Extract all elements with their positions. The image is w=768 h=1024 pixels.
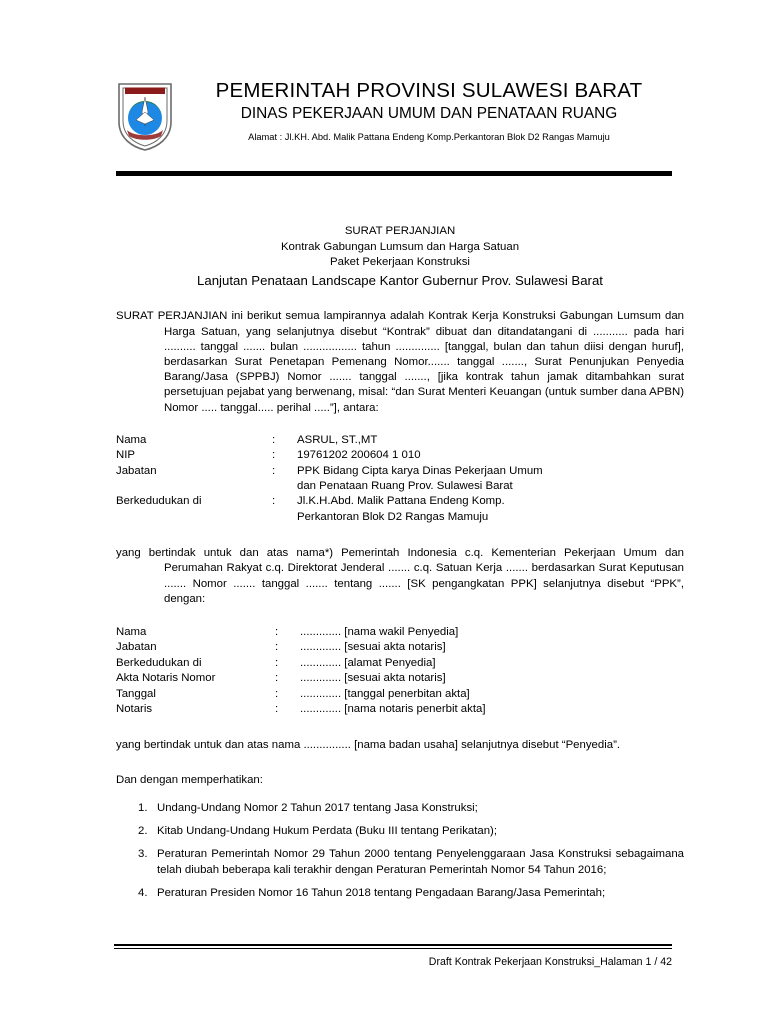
detail-label: Akta Notaris Nomor (116, 672, 216, 685)
detail-label: Berkedudukan di (116, 495, 202, 508)
detail-row (116, 687, 684, 702)
detail-row (116, 671, 684, 686)
detail-colon: : (272, 433, 276, 446)
detail-colon: : (272, 495, 276, 508)
footer-divider (114, 944, 672, 949)
considerations-list (116, 801, 684, 901)
penyedia-party-details (116, 625, 684, 717)
list-item-text: Kitab Undang-Undang Hukum Perdata (Buku III tentang Perikatan); (157, 825, 498, 838)
title-line-3: Paket Pekerjaan Konstruksi (330, 256, 470, 269)
detail-colon: : (275, 626, 279, 639)
list-item-number: 4. (138, 886, 148, 899)
detail-value: ............. [alamat Penyedia] (300, 656, 436, 669)
detail-label: Jabatan (116, 464, 157, 477)
detail-value: 19761202 200604 1 010 (297, 449, 421, 462)
detail-value: Jl.K.H.Abd. Malik Pattana Endeng Komp. (297, 495, 505, 508)
detail-colon: : (275, 703, 279, 716)
agency-address: Alamat : Jl.KH. Abd. Malik Pattana Endeng Komp.Perkantoran Blok D2 Rangas Mamuju (248, 131, 610, 142)
list-item-text: Undang-Undang Nomor 2 Tahun 2017 tentang Jasa Konstruksi; (157, 801, 478, 814)
footer-page-label: Draft Kontrak Pekerjaan Konstruksi_Halaman 1 / 42 (428, 956, 672, 968)
agency-name-line1: PEMERINTAH PROVINSI SULAWESI BARAT (215, 79, 643, 102)
detail-label: Nama (116, 433, 147, 446)
detail-label: NIP (116, 449, 135, 462)
detail-value-line2: dan Penataan Ruang Prov. Sulawesi Barat (297, 480, 513, 493)
title-line-4-project-name: Lanjutan Penataan Landscape Kantor Gubernur Prov. Sulawesi Barat (197, 272, 603, 288)
detail-value: ............. [sesuai akta notaris] (300, 672, 446, 685)
detail-row (116, 433, 684, 448)
detail-colon: : (275, 641, 279, 654)
detail-value: ............. [sesuai akta notaris] (300, 641, 446, 654)
title-line-1: SURAT PERJANJIAN (344, 225, 456, 237)
detail-label: Nama (116, 626, 147, 639)
detail-label: Notaris (116, 703, 153, 716)
list-item-text: Peraturan Pemerintah Nomor 29 Tahun 2000 tentang Penyelenggaraan Jasa Konstruksi sebagaimana telah diubah beberapa kali terakhir dengan Peraturan Pemerintah Nomor 54 Tahun 2016; (157, 848, 684, 876)
detail-colon: : (275, 687, 279, 700)
document-title-block (116, 224, 684, 288)
detail-label: Berkedudukan di (116, 656, 202, 669)
detail-row-continuation (116, 510, 684, 525)
detail-row (116, 640, 684, 655)
list-item (116, 801, 684, 816)
penyedia-paragraph: yang bertindak untuk dan atas nama ............... [nama badan usaha] selanjutnya disebut “Penyedia”. (116, 739, 621, 752)
list-item-number: 2. (138, 825, 148, 838)
list-item (116, 847, 684, 877)
detail-colon: : (275, 656, 279, 669)
detail-row (116, 702, 684, 717)
detail-row (116, 656, 684, 671)
detail-row (116, 625, 684, 640)
agency-name-line2: DINAS PEKERJAAN UMUM DAN PENATAAN RUANG (240, 105, 618, 122)
detail-row-continuation (116, 479, 684, 494)
detail-value: ............. [tanggal penerbitan akta] (300, 687, 470, 700)
opening-paragraph: SURAT PERJANJIAN ini berikut semua lampirannya adalah Kontrak Kerja Konstruksi Gabungan Lumsum dan Harga Satuan, yang selanjutnya disebut “Kontrak” dibuat dan ditandatangani di ........... pada hari .......... tanggal ....... bulan ................. tahun .............. [tanggal, bulan dan tahun diisi dengan huruf], berdasarkan Surat Penetapan Pemenang Nomor....... tanggal ......., Surat Penunjukan Penyedia Barang/Jasa (SPPBJ) Nomor ....... tanggal ......., [jika kontrak tahun jamak ditambahkan surat persetujuan pejabat yang berwenang, misal: “dan Surat Menteri Keuangan (untuk sumber dana APBN) Nomor ..... tanggal..... perihal .....”], antara: (116, 310, 684, 414)
list-item (116, 824, 684, 839)
document-body (116, 224, 684, 901)
detail-value: ............. [nama wakil Penyedia] (300, 626, 459, 639)
ppk-party-details (116, 433, 684, 525)
detail-row (116, 494, 684, 509)
detail-value-line2: Perkantoran Blok D2 Rangas Mamuju (297, 510, 489, 523)
spacer (116, 479, 297, 494)
detail-value: ............. [nama notaris penerbit akta] (300, 703, 486, 716)
list-item (116, 886, 684, 901)
detail-value: PPK Bidang Cipta karya Dinas Pekerjaan Umum (297, 464, 543, 477)
ppk-paragraph: yang bertindak untuk dan atas nama*) Pemerintah Indonesia c.q. Kementerian Pekerjaan Umum dan Perumahan Rakyat c.q. Direktorat Jenderal ....... c.q. Satuan Kerja ....... berdasarkan Surat Keputusan ....... Nomor ....... tanggal ....... tentang ....... [SK pengangkatan PPK] selanjutnya disebut “PPK”, dengan: (116, 547, 684, 605)
header-divider (116, 171, 672, 176)
detail-row (116, 448, 684, 463)
detail-label: Tanggal (116, 687, 156, 700)
detail-colon: : (272, 449, 276, 462)
detail-label: Jabatan (116, 641, 157, 654)
detail-row (116, 464, 684, 479)
provincial-emblem-icon (114, 80, 176, 152)
spacer (116, 510, 297, 525)
list-item-number: 3. (138, 848, 148, 861)
considerations-label: Dan dengan memperhatikan: (116, 773, 263, 786)
detail-colon: : (275, 672, 279, 685)
detail-colon: : (272, 464, 276, 477)
list-item-text: Peraturan Presiden Nomor 16 Tahun 2018 tentang Pengadaan Barang/Jasa Pemerintah; (157, 886, 606, 899)
list-item-number: 1. (138, 801, 148, 814)
letterhead (114, 78, 680, 152)
detail-value: ASRUL, ST.,MT (297, 433, 378, 446)
title-line-2: Kontrak Gabungan Lumsum dan Harga Satuan (280, 240, 520, 253)
